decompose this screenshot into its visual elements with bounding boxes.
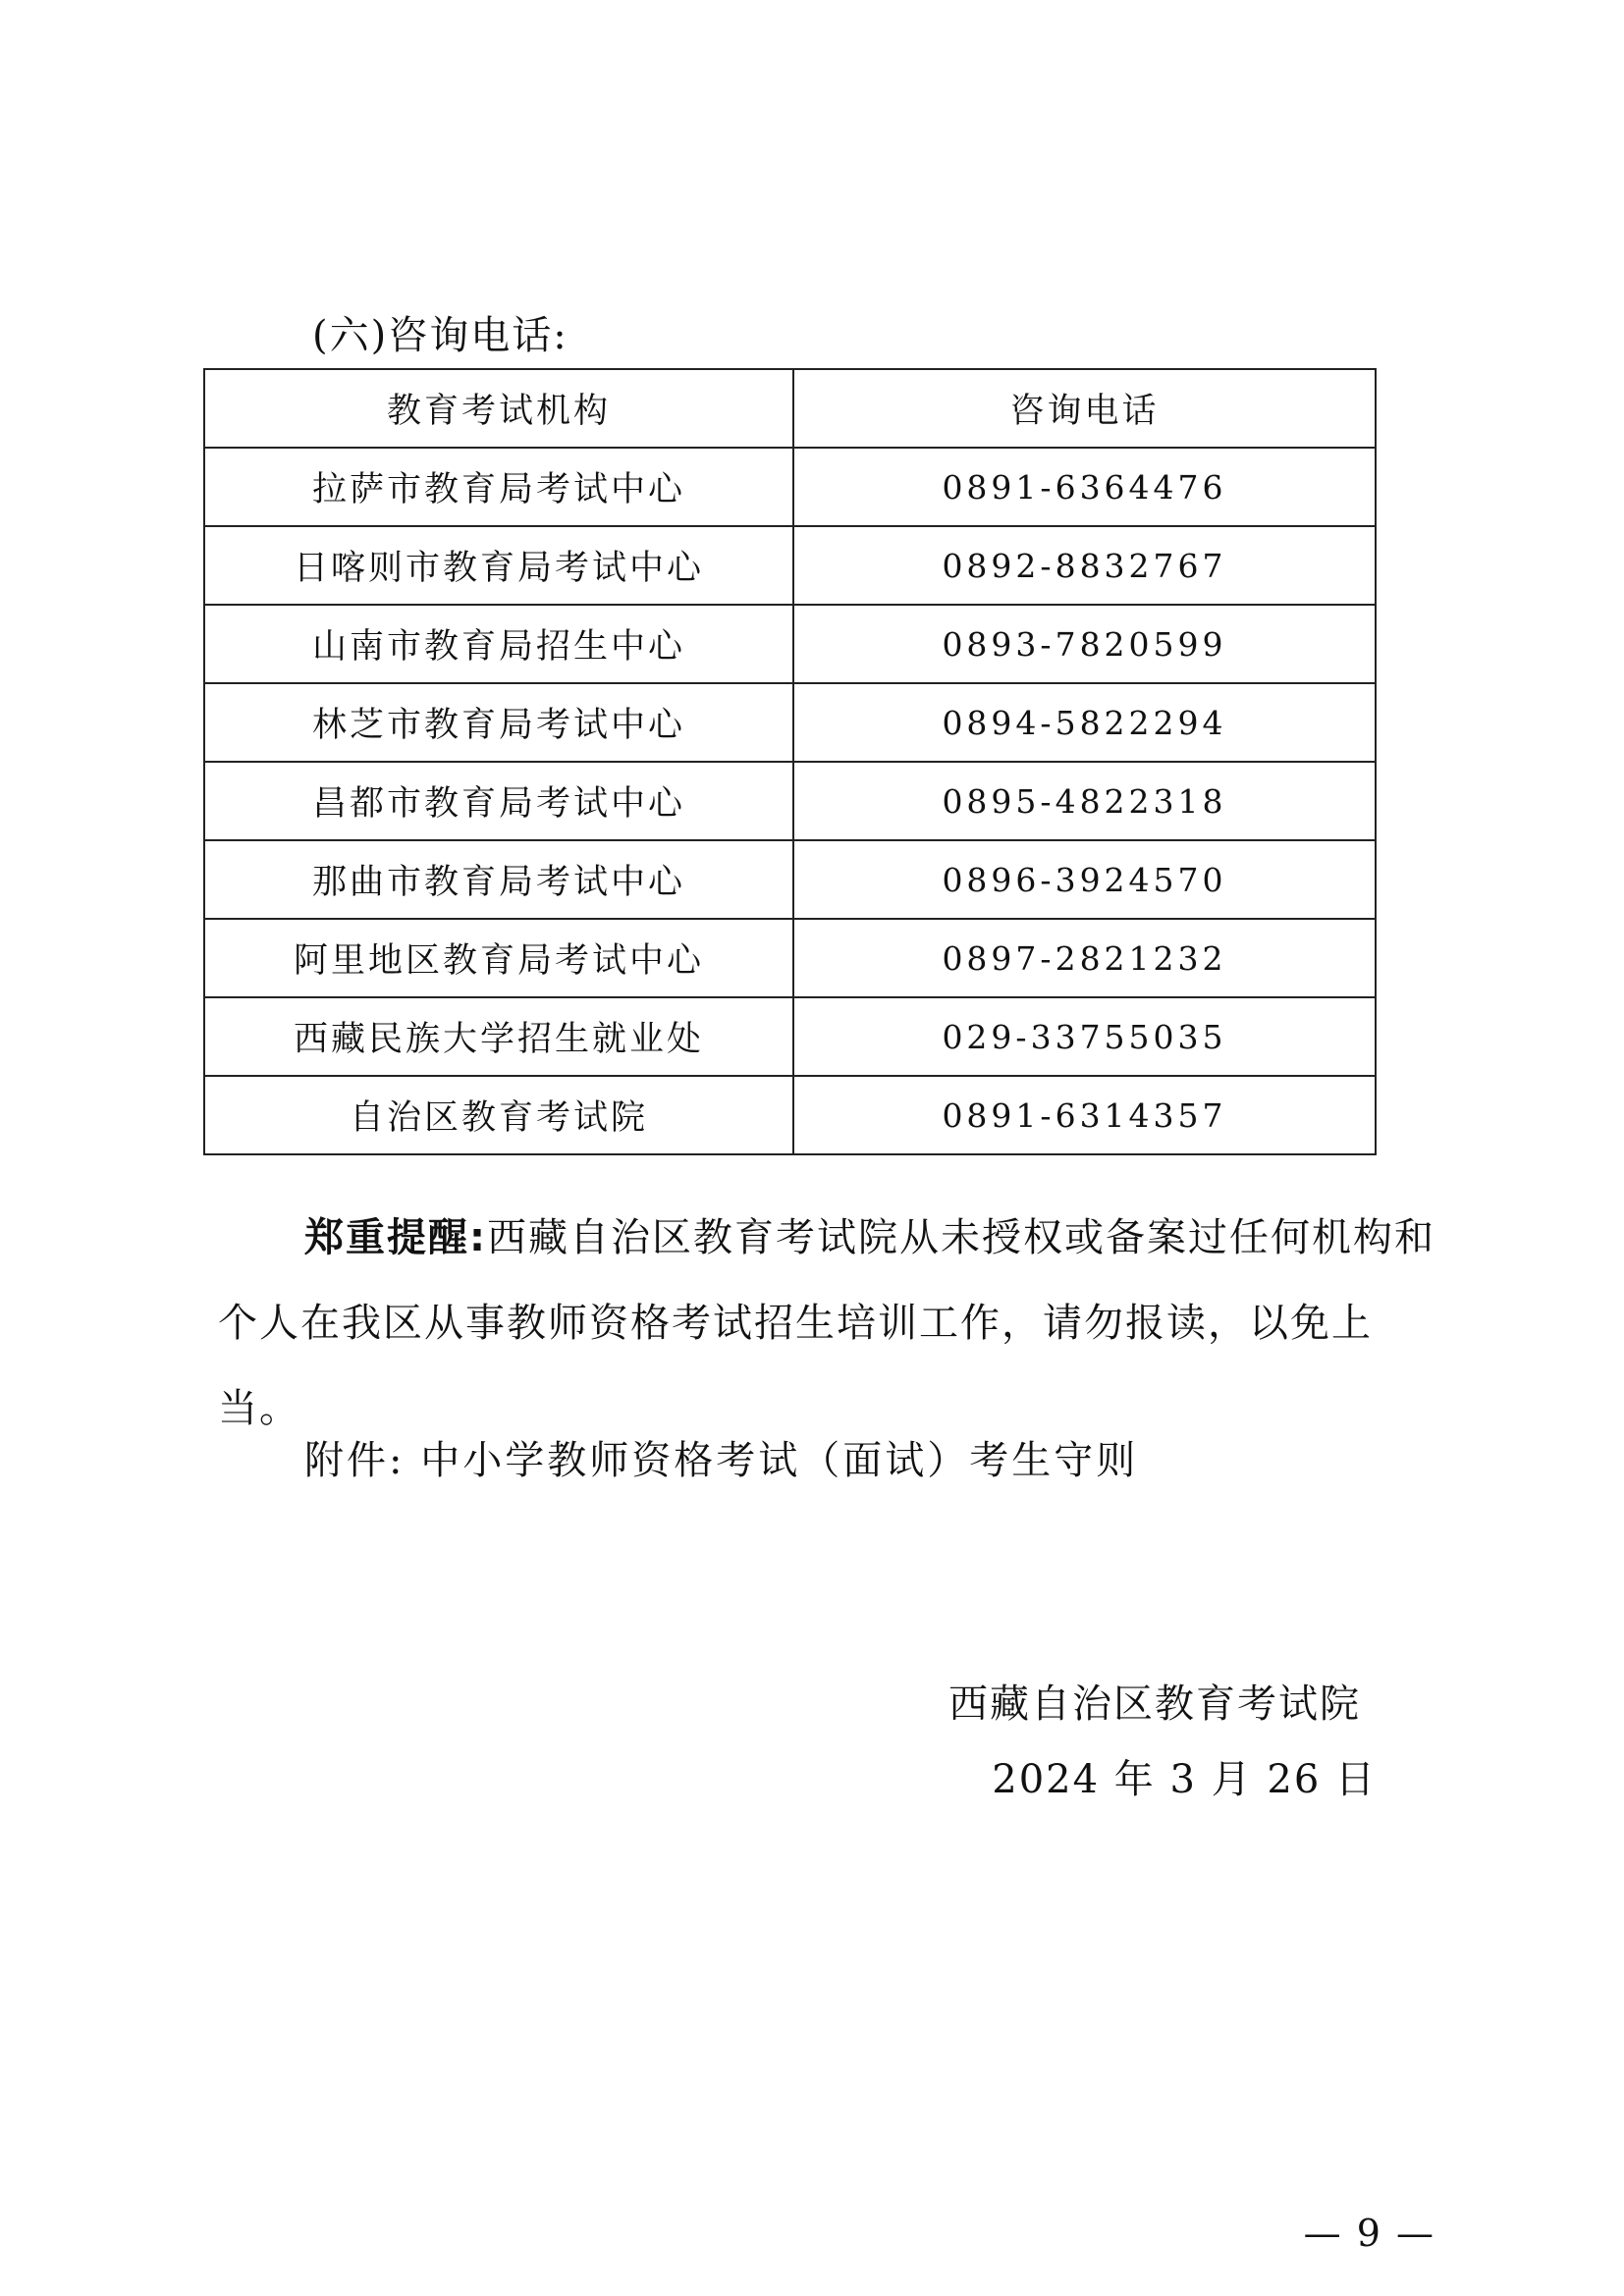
table-row: [204, 448, 1376, 526]
table-row: [204, 997, 1376, 1076]
reminder-text: 西藏自治区教育考试院从未授权或备案过任何机构和个人在我区从事教师资格考试招生培训工作，请勿报读，以免上当。: [218, 1215, 1435, 1431]
org-cell: 拉萨市教育局考试中心: [204, 448, 793, 526]
page-number: — 9 —: [1303, 2212, 1435, 2255]
reminder-label: 郑重提醒:: [304, 1215, 487, 1260]
phone-cell: 0893-7820599: [793, 605, 1376, 683]
org-cell: 阿里地区教育局考试中心: [204, 919, 793, 997]
signature-date: 2024 年 3 月 26 日: [992, 1757, 1377, 1802]
table-row: [204, 683, 1376, 762]
org-cell: 昌都市教育局考试中心: [204, 762, 793, 840]
phone-cell: 0891-6314357: [793, 1076, 1376, 1154]
org-cell: 山南市教育局招生中心: [204, 605, 793, 683]
section-heading: (六)咨询电话:: [312, 313, 568, 358]
table-row: [204, 526, 1376, 605]
attachment-line: 附件: 中小学教师资格考试（面试）考生守则: [304, 1438, 1139, 1483]
phone-cell: 0892-8832767: [793, 526, 1376, 605]
table-row: [204, 762, 1376, 840]
table-header-row: [204, 369, 1376, 448]
org-cell: 那曲市教育局考试中心: [204, 840, 793, 919]
table-row: [204, 919, 1376, 997]
org-cell: 西藏民族大学招生就业处: [204, 997, 793, 1076]
table-row: [204, 605, 1376, 683]
phone-cell: 029-33755035: [793, 997, 1376, 1076]
reminder-paragraph: [218, 1196, 1445, 1452]
table-row: [204, 1076, 1376, 1154]
header-org: 教育考试机构: [204, 369, 793, 448]
phone-cell: 0895-4822318: [793, 762, 1376, 840]
phone-cell: 0897-2821232: [793, 919, 1376, 997]
phone-cell: 0896-3924570: [793, 840, 1376, 919]
table-row: [204, 840, 1376, 919]
org-cell: 日喀则市教育局考试中心: [204, 526, 793, 605]
contacts-table: [203, 368, 1377, 1155]
phone-cell: 0891-6364476: [793, 448, 1376, 526]
signature-org: 西藏自治区教育考试院: [948, 1682, 1361, 1727]
phone-cell: 0894-5822294: [793, 683, 1376, 762]
header-phone: 咨询电话: [793, 369, 1376, 448]
org-cell: 林芝市教育局考试中心: [204, 683, 793, 762]
org-cell: 自治区教育考试院: [204, 1076, 793, 1154]
